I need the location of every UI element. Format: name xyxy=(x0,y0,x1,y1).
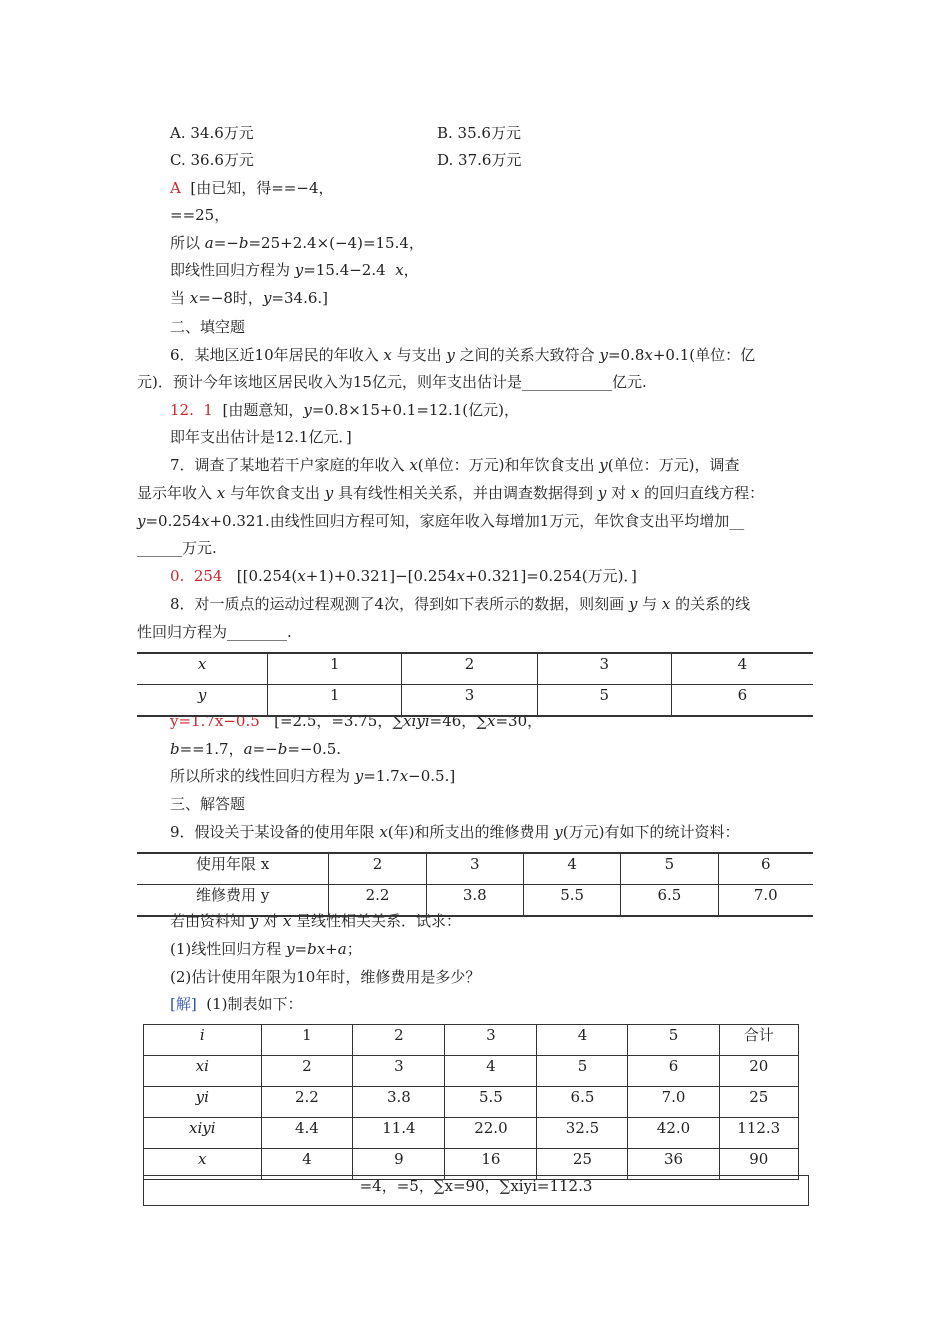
table-cell: 9 xyxy=(353,1149,445,1180)
text-segment: 当 xyxy=(170,289,190,307)
table-cell: 5 xyxy=(621,853,718,885)
text-segment: y xyxy=(303,401,312,419)
table-cell: 5 xyxy=(537,1056,628,1087)
table-cell: 1 xyxy=(268,653,402,685)
text-segment: (2)估计使用年限为10年时，维修费用是多少？ xyxy=(170,968,481,986)
table-cell: 6.5 xyxy=(537,1087,628,1118)
text-line xyxy=(170,205,229,225)
text-segment: (万元)有如下的统计资料： xyxy=(562,823,740,841)
text-segment: bx xyxy=(307,940,326,958)
text-line xyxy=(170,967,480,987)
text-line xyxy=(170,400,519,420)
text-line xyxy=(137,622,292,642)
text-line xyxy=(170,822,739,842)
text-line xyxy=(137,483,764,503)
table-cell: 3 xyxy=(426,853,523,885)
table-cell: 4 xyxy=(671,653,813,685)
text-segment: x xyxy=(201,512,210,530)
text-line xyxy=(170,260,419,280)
text-segment: x xyxy=(379,823,388,841)
table-cell: 16 xyxy=(445,1149,537,1180)
table-cell: 2 xyxy=(353,1025,445,1056)
text-segment: y xyxy=(249,912,259,930)
table-cell: 维修费用 y xyxy=(137,885,329,917)
table-solution xyxy=(143,1024,799,1180)
text-line xyxy=(170,345,755,365)
text-segment: 与支出 xyxy=(391,346,447,364)
text-segment: a xyxy=(243,740,253,758)
text-segment: [=2.5，=3.75，∑ xyxy=(259,712,404,730)
text-segment: a xyxy=(337,940,347,958)
table-cell: 90 xyxy=(719,1149,798,1180)
table-cell: 5.5 xyxy=(445,1087,537,1118)
text-segment: 即年支出估计是12.1亿元．] xyxy=(170,428,352,446)
text-segment: 呈线性相关关系．试求： xyxy=(291,912,462,930)
table-cell: 3.8 xyxy=(426,885,523,917)
text-segment: x xyxy=(189,289,199,307)
text-segment: 所以所求的线性回归方程为 xyxy=(170,767,355,785)
text-segment: =25+2.4×(−4)=15.4， xyxy=(248,234,424,252)
table-cell: yi xyxy=(144,1087,262,1118)
text-segment: (单位：万元)，调查 xyxy=(607,456,740,474)
text-segment: +1)+0.321]−[0.254 xyxy=(305,567,457,585)
text-segment: =46，∑ xyxy=(429,712,487,730)
text-segment: a xyxy=(204,234,214,252)
text-line xyxy=(170,566,637,586)
text-segment: =34.6.] xyxy=(271,289,329,307)
text-segment: y xyxy=(137,512,146,530)
text-segment: x xyxy=(282,912,292,930)
text-segment: ， xyxy=(403,261,419,279)
text-segment: =1.7 xyxy=(363,767,400,785)
table-cell: 4.4 xyxy=(261,1118,353,1149)
text-segment: x xyxy=(216,484,226,502)
text-segment: =− xyxy=(252,740,278,758)
table-cell: 22.0 xyxy=(445,1118,537,1149)
text-line xyxy=(170,233,424,253)
text-segment: 显示年收入 xyxy=(137,484,217,502)
table-cell: 3 xyxy=(353,1056,445,1087)
text-segment: y xyxy=(324,484,334,502)
table-cell: 20 xyxy=(719,1056,798,1087)
text-segment: 即线性回归方程为 xyxy=(170,261,295,279)
table-cell: 42.0 xyxy=(628,1118,719,1149)
text-segment: 元)．预计今年该地区居民收入为15亿元，则年支出估计是____________亿元. xyxy=(137,373,647,391)
table-cell: 3 xyxy=(445,1025,537,1056)
text-segment: −0.5.] xyxy=(408,767,456,785)
table-cell: 112.3 xyxy=(719,1118,798,1149)
option-b: B. 35.6万元 xyxy=(437,124,521,142)
table-cell: 使用年限 x xyxy=(137,853,329,885)
text-segment: x xyxy=(644,346,653,364)
table-cell: xiyi xyxy=(144,1118,262,1149)
text-segment: 7．调查了某地若干户家庭的年收入 xyxy=(170,456,410,474)
text-segment: y xyxy=(446,346,455,364)
table-cell: 2 xyxy=(402,653,537,685)
table-cell: 2.2 xyxy=(261,1087,353,1118)
text-line xyxy=(170,594,750,614)
table-cell: x xyxy=(137,653,268,685)
table-row xyxy=(137,885,813,917)
text-segment: 三、解答题 xyxy=(170,795,246,813)
text-line xyxy=(170,288,328,308)
text-segment: 性回归方程为________. xyxy=(137,623,292,641)
text-segment: +0.321]=0.254(万元)．] xyxy=(464,567,637,585)
text-segment: =0.254 xyxy=(145,512,201,530)
text-line xyxy=(170,739,341,759)
text-line xyxy=(170,766,455,786)
text-segment: 对 xyxy=(258,912,283,930)
text-segment: = xyxy=(294,940,308,958)
table-cell: 7.0 xyxy=(718,885,813,917)
table-cell: 32.5 xyxy=(537,1118,628,1149)
text-segment: 的回归直线方程： xyxy=(639,484,765,502)
text-segment: 若由资料知 xyxy=(170,912,250,930)
text-segment: (单位：万元)和年饮食支出 xyxy=(417,456,600,474)
text-segment: x xyxy=(661,595,671,613)
text-line xyxy=(170,178,333,198)
text-segment: y xyxy=(294,261,304,279)
text-line xyxy=(137,511,744,531)
text-segment: + xyxy=(325,940,338,958)
text-segment: y xyxy=(599,346,608,364)
table-cell: 6 xyxy=(718,853,813,885)
text-segment: ==25， xyxy=(170,206,230,224)
text-segment: +0.321.由线性回归方程可知，家庭年收入每增加1万元，年饮食支出平均增加__ xyxy=(209,512,745,530)
text-segment: 与 xyxy=(637,595,662,613)
text-segment: =30， xyxy=(495,712,543,730)
answer-text: 12. 1 xyxy=(170,401,213,419)
text-segment: i xyxy=(424,712,430,730)
text-segment: x xyxy=(409,456,418,474)
table-cell: 5 xyxy=(628,1025,719,1056)
table-cell: 1 xyxy=(261,1025,353,1056)
text-line xyxy=(170,994,303,1014)
text-segment: x xyxy=(630,484,640,502)
text-segment: =− xyxy=(213,234,239,252)
solution-label: [解] xyxy=(170,995,197,1013)
table-row xyxy=(144,1087,799,1118)
answer-text: A xyxy=(170,179,181,197)
text-segment: 与年饮食支出 xyxy=(225,484,325,502)
solution-summary-box xyxy=(143,1175,809,1206)
text-segment: i xyxy=(411,712,417,730)
table-q9 xyxy=(137,852,813,917)
table-cell: y xyxy=(137,685,268,717)
text-segment: =15.4−2.4 xyxy=(303,261,396,279)
option-d: D. 37.6万元 xyxy=(437,151,522,169)
table-cell: 4 xyxy=(537,1025,628,1056)
text-segment: ； xyxy=(346,940,362,958)
table-row xyxy=(137,653,813,685)
table-cell: 36 xyxy=(628,1149,719,1180)
table-q8 xyxy=(137,652,813,717)
text-segment: 之间的关系大致符合 xyxy=(454,346,600,364)
text-segment: ______万元. xyxy=(137,539,217,557)
table-cell: 7.0 xyxy=(628,1087,719,1118)
text-segment: =0.8×15+0.1=12.1(亿元)， xyxy=(311,401,519,419)
table-cell: 6 xyxy=(671,685,813,717)
text-segment: y xyxy=(286,940,295,958)
text-segment: +0.1(单位：亿 xyxy=(652,346,756,364)
text-segment: [由题意知， xyxy=(212,401,304,419)
text-segment: x xyxy=(395,261,404,279)
table-cell: 1 xyxy=(268,685,402,717)
table-cell: 4 xyxy=(261,1149,353,1180)
option-a: A. 34.6万元 xyxy=(170,124,254,142)
text-segment: x xyxy=(456,567,465,585)
table-cell: xi xyxy=(144,1056,262,1087)
table-cell: 4 xyxy=(523,853,620,885)
text-line xyxy=(137,372,647,392)
text-line xyxy=(170,939,362,959)
text-line xyxy=(170,455,739,475)
table-cell: 4 xyxy=(445,1056,537,1087)
text-segment: [[0.254( xyxy=(222,567,298,585)
table-cell: 6.5 xyxy=(621,885,718,917)
text-segment: 具有线性相关关系，并由调查数据得到 xyxy=(333,484,598,502)
text-segment: x xyxy=(403,712,412,730)
text-line xyxy=(170,317,245,337)
solution-summary: =4，=5，∑x=90，∑xiyi=112.3 xyxy=(359,1177,593,1195)
text-segment: x xyxy=(487,712,496,730)
table-cell: 2.2 xyxy=(329,885,426,917)
answer-text: y=1.7x−0.5 xyxy=(170,712,260,730)
text-segment: (年)和所支出的维修费用 xyxy=(387,823,555,841)
table-cell: 25 xyxy=(719,1087,798,1118)
text-segment: =0.8 xyxy=(607,346,645,364)
table-cell: x xyxy=(144,1149,262,1180)
table-cell: 5 xyxy=(537,685,671,717)
text-segment: b xyxy=(238,234,249,252)
text-segment: 6．某地区近10年居民的年收入 xyxy=(170,346,384,364)
table-cell: 合计 xyxy=(719,1025,798,1056)
table-row xyxy=(137,685,813,717)
text-segment: 的关系的线 xyxy=(670,595,751,613)
text-segment: y xyxy=(597,484,607,502)
text-segment: b xyxy=(277,740,288,758)
table-cell: 3 xyxy=(537,653,671,685)
text-line xyxy=(170,427,352,447)
answer-text: 0. 254 xyxy=(170,567,223,585)
text-segment: =−0.5. xyxy=(287,740,342,758)
text-segment: (1)制表如下： xyxy=(196,995,303,1013)
text-segment: y xyxy=(628,595,638,613)
table-cell: 6 xyxy=(628,1056,719,1087)
table-cell: 2 xyxy=(329,853,426,885)
table-cell: 11.4 xyxy=(353,1118,445,1149)
table-cell: i xyxy=(144,1025,262,1056)
table-cell: 3.8 xyxy=(353,1087,445,1118)
table-cell: 3 xyxy=(402,685,537,717)
table-row xyxy=(144,1025,799,1056)
option-c: C. 36.6万元 xyxy=(170,151,254,169)
table-cell: 25 xyxy=(537,1149,628,1180)
text-segment: 对 xyxy=(606,484,631,502)
table-row xyxy=(144,1118,799,1149)
text-segment: =−8时， xyxy=(198,289,263,307)
table-cell: 2 xyxy=(261,1056,353,1087)
text-segment: ==1.7， xyxy=(179,740,244,758)
text-segment: 所以 xyxy=(170,234,205,252)
text-segment: [由已知，得==−4， xyxy=(180,179,334,197)
text-segment: 9．假设关于某设备的使用年限 xyxy=(170,823,380,841)
text-line xyxy=(137,538,217,558)
table-row xyxy=(137,853,813,885)
text-segment: y xyxy=(262,289,272,307)
table-cell: 5.5 xyxy=(523,885,620,917)
text-line xyxy=(170,794,245,814)
text-segment: 8．对一质点的运动过程观测了4次，得到如下表所示的数据，则刻画 xyxy=(170,595,629,613)
table-row xyxy=(144,1056,799,1087)
text-segment: y xyxy=(599,456,608,474)
text-segment: x xyxy=(399,767,409,785)
text-segment: y xyxy=(554,823,563,841)
text-segment: x xyxy=(297,567,306,585)
text-segment: (1)线性回归方程 xyxy=(170,940,287,958)
text-segment: y xyxy=(416,712,425,730)
text-segment: 二、填空题 xyxy=(170,318,246,336)
text-segment: x xyxy=(383,346,392,364)
text-segment: y xyxy=(354,767,364,785)
text-segment: b xyxy=(170,740,180,758)
